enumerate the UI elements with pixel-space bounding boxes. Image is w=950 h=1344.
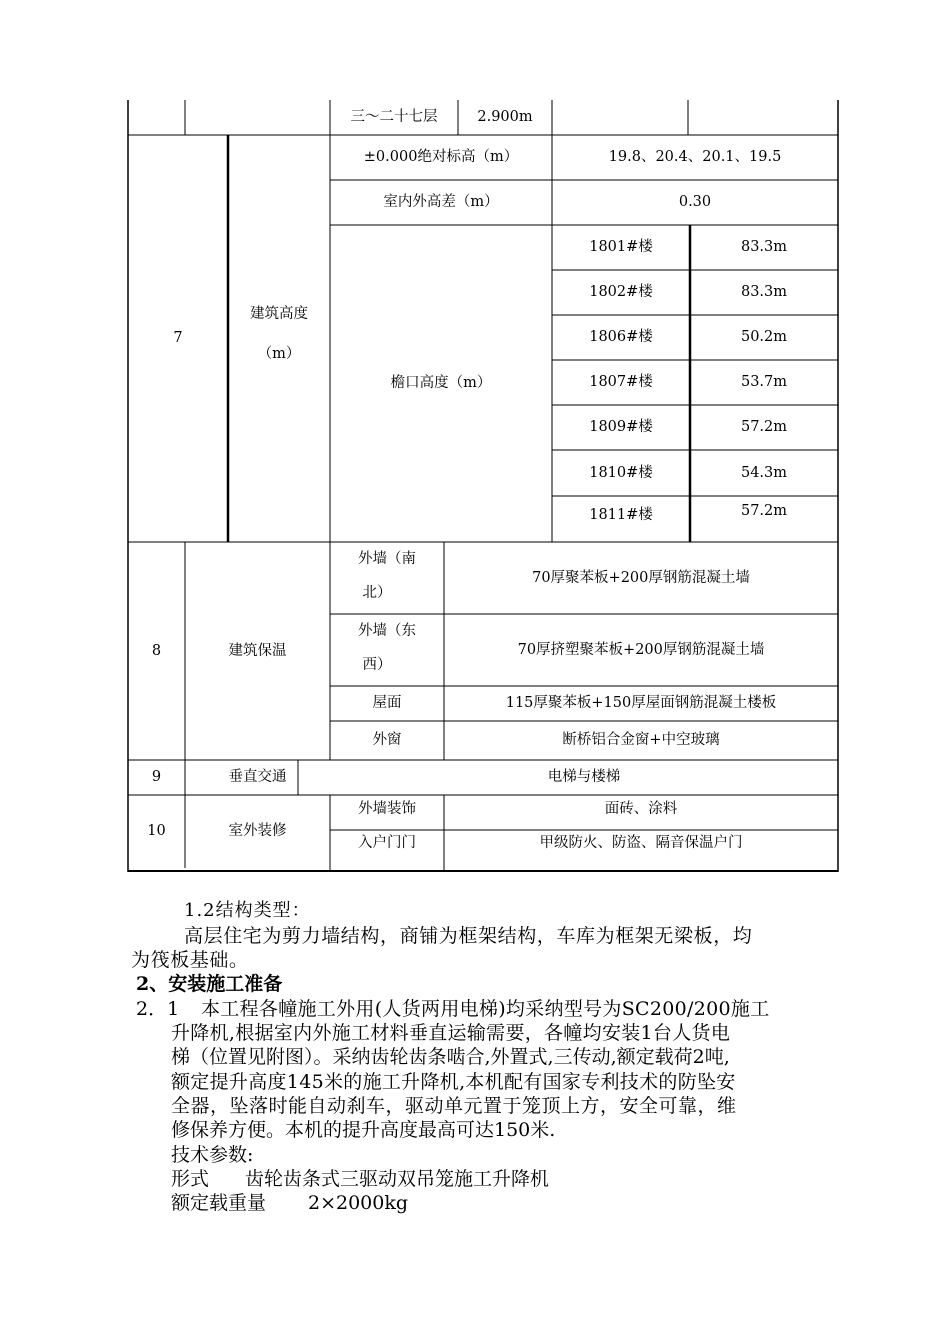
- section-2-1-line1: 本工程各幢施工外用(人货两用电梯)均采纳型号为SC200/200施工: [201, 998, 770, 1020]
- param-type-label: 形式: [171, 1168, 210, 1190]
- exterior-finish-label: 室外装修: [228, 823, 287, 840]
- row-number-10: 10: [147, 823, 166, 840]
- vertical-traffic-value: 电梯与楼梯: [547, 769, 621, 786]
- floor-range-cell: 三～二十七层: [350, 109, 438, 126]
- roof-value: 115厚聚苯板+150厚屋面钢筋混凝土楼板: [505, 695, 777, 712]
- wall-decoration-value: 面砖、涂料: [604, 800, 678, 817]
- absolute-elevation-value: 19.8、20.4、20.1、19.5: [608, 149, 782, 166]
- section-2-1-line6: 修保养方便。本机的提升高度最高可达150米.: [171, 1119, 556, 1141]
- building-name: 1806#楼: [589, 329, 653, 346]
- section-2-1-line2: 升降机,根据室内外施工材料垂直运输需要，各幢均安装1台人货电: [171, 1022, 731, 1044]
- wall-ew-label-line1: 外墙（东: [358, 622, 416, 639]
- wall-ew-value: 70厚挤塑聚苯板+200厚钢筋混凝土墙: [517, 641, 765, 658]
- building-name: 1802#楼: [589, 284, 653, 301]
- building-eave-height: 57.2m: [740, 502, 788, 519]
- wall-ns-label-line2: 北）: [362, 584, 392, 601]
- window-label: 外窗: [372, 732, 402, 749]
- absolute-elevation-label: ±0.000绝对标高（m）: [363, 149, 519, 166]
- section-1-2-title: 1.2结构类型：: [184, 900, 311, 921]
- building-height-unit: （m）: [257, 345, 301, 362]
- building-eave-height: 83.3m: [740, 284, 788, 301]
- section-2-title: 2、安装施工准备: [136, 973, 283, 995]
- indoor-outdoor-diff-value: 0.30: [678, 194, 712, 211]
- building-eave-height: 83.3m: [740, 239, 788, 256]
- building-height-label: 建筑高度: [250, 305, 308, 322]
- building-name: 1811#楼: [589, 506, 653, 523]
- insulation-label: 建筑保温: [228, 642, 287, 659]
- building-eave-height: 54.3m: [740, 464, 788, 481]
- building-name: 1810#楼: [589, 464, 653, 481]
- tech-params-title: 技术参数:: [171, 1144, 254, 1166]
- param-type-value: 齿轮齿条式三驱动双吊笼施工升降机: [245, 1168, 550, 1190]
- building-eave-height: 57.2m: [740, 419, 788, 436]
- wall-decoration-label: 外墙装饰: [358, 800, 416, 817]
- indoor-outdoor-diff-label: 室内外高差（m）: [383, 194, 499, 211]
- wall-ns-label-line1: 外墙（南: [358, 550, 416, 567]
- entry-door-value: 甲级防火、防盗、隔音保温户门: [539, 834, 743, 851]
- section-1-2-body-line1: 高层住宅为剪力墙结构，商铺为框架结构，车库为框架无梁板，均: [184, 925, 753, 947]
- vertical-traffic-label: 垂直交通: [228, 769, 287, 786]
- section-1-2-body-line2: 为筏板基础。: [131, 949, 249, 971]
- wall-ns-value: 70厚聚苯板+200厚钢筋混凝土墙: [532, 569, 750, 586]
- row-number-9: 9: [151, 769, 162, 786]
- building-eave-height: 50.2m: [740, 329, 788, 346]
- building-name: 1807#楼: [589, 374, 653, 391]
- row-number-7: 7: [173, 330, 183, 347]
- window-value: 断桥铝合金窗+中空玻璃: [562, 732, 720, 749]
- section-2-1-number: 2．1: [136, 998, 180, 1020]
- section-2-1-line5: 全器，坠落时能自动刹车，驱动单元置于笼顶上方，安全可靠，维: [171, 1095, 737, 1117]
- eave-height-label: 檐口高度（m）: [390, 375, 492, 392]
- section-2-1-line4: 额定提升高度145米的施工升降机,本机配有国家专利技术的防坠安: [171, 1071, 736, 1093]
- floor-height-cell: 2.900m: [477, 109, 533, 126]
- wall-ew-label-line2: 西）: [362, 656, 392, 673]
- row-number-8: 8: [151, 642, 162, 659]
- building-name: 1809#楼: [589, 419, 653, 436]
- entry-door-label: 入户门门: [358, 834, 416, 851]
- param-load-label: 额定载重量: [171, 1192, 267, 1214]
- roof-label: 屋面: [372, 695, 402, 712]
- building-eave-height: 53.7m: [740, 374, 788, 391]
- section-2-1-line3: 梯（位置见附图）。采纳齿轮齿条啮合,外置式,三传动,额定载荷2吨,: [171, 1046, 730, 1068]
- building-name: 1801#楼: [589, 239, 653, 256]
- param-load-value: 2×2000kg: [308, 1192, 409, 1214]
